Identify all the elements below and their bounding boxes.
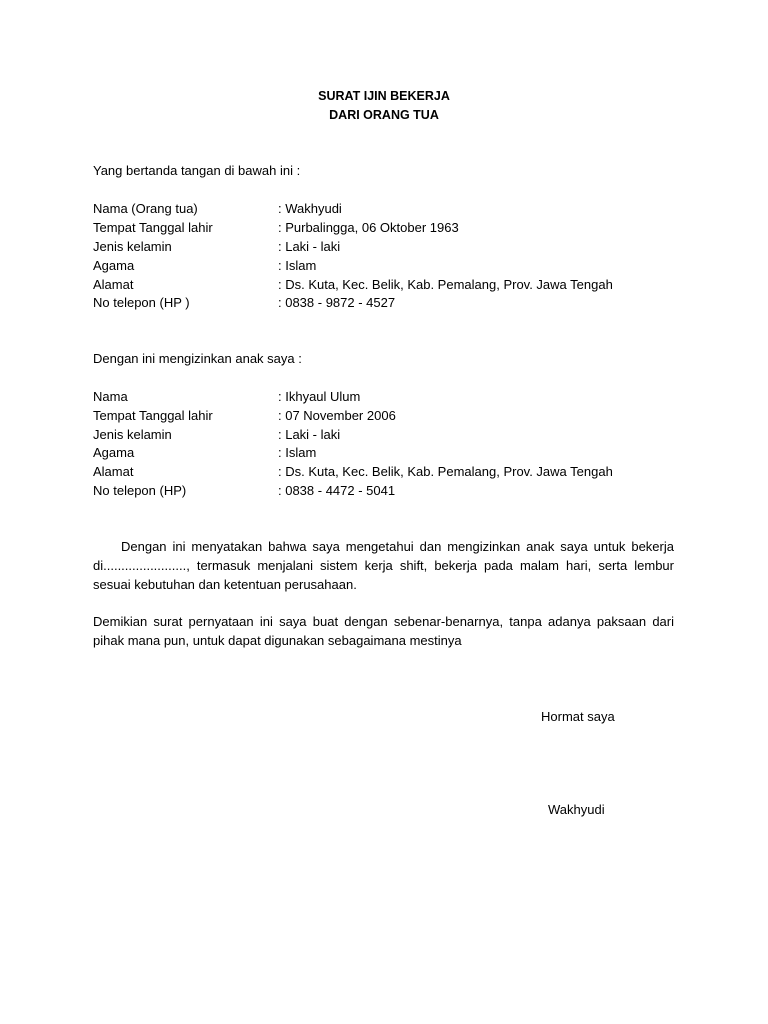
parent-row-phone [93, 293, 683, 312]
document-title-line-2: DARI ORANG TUA [329, 108, 439, 122]
closing-paragraph: Demikian surat pernyataan ini saya buat dengan sebenar-benarnya, tanpa adanya paksaan dari pihak mana pun, untuk dapat digunakan sebagaimana mestinya [93, 614, 674, 648]
field-value: : Purbalingga, 06 Oktober 1963 [278, 220, 459, 235]
field-label: Tempat Tanggal lahir [93, 408, 213, 423]
child-row-name [93, 387, 683, 406]
intro-text: Yang bertanda tangan di bawah ini : [93, 163, 301, 178]
field-label: Agama [93, 258, 135, 273]
parent-row-gender [93, 237, 683, 256]
parent-row-address [93, 275, 683, 294]
parent-row-religion [93, 256, 683, 275]
field-value: : Laki - laki [278, 427, 341, 442]
field-value: : Ds. Kuta, Kec. Belik, Kab. Pemalang, Prov. Jawa Tengah [278, 277, 613, 292]
field-label: Tempat Tanggal lahir [93, 220, 213, 235]
permission-intro-text: Dengan ini mengizinkan anak saya : [93, 351, 302, 366]
field-label: Alamat [93, 277, 134, 292]
field-label: Alamat [93, 464, 134, 479]
field-value: : Islam [278, 258, 317, 273]
field-value: : Ds. Kuta, Kec. Belik, Kab. Pemalang, Prov. Jawa Tengah [278, 464, 613, 479]
statement-paragraph: Dengan ini menyatakan bahwa saya mengetahui dan mengizinkan anak saya untuk bekerja di......................., termasuk menjalani sistem kerja shift, bekerja pada malam hari, serta lembur sesuai kebutuhan dan ketentuan perusahaan. [93, 539, 674, 592]
document-title-line-1: SURAT IJIN BEKERJA [318, 89, 450, 103]
parent-row-name [93, 199, 683, 218]
signature-greeting: Hormat saya [541, 709, 615, 724]
field-value: : Ikhyaul Ulum [278, 389, 361, 404]
field-label: No telepon (HP) [93, 483, 187, 498]
child-row-phone [93, 481, 683, 500]
parent-row-birth [93, 218, 683, 237]
field-label: Nama (Orang tua) [93, 201, 198, 216]
field-label: Jenis kelamin [93, 239, 172, 254]
field-label: Jenis kelamin [93, 427, 172, 442]
signature-name: Wakhyudi [548, 802, 605, 817]
field-value: : Laki - laki [278, 239, 341, 254]
field-label: No telepon (HP ) [93, 295, 190, 310]
child-row-address [93, 462, 683, 481]
field-label: Nama [93, 389, 128, 404]
field-value: : 0838 - 9872 - 4527 [278, 295, 396, 310]
field-value: : Wakhyudi [278, 201, 342, 216]
child-row-gender [93, 425, 683, 444]
field-value: : 0838 - 4472 - 5041 [278, 483, 396, 498]
child-row-birth [93, 406, 683, 425]
field-label: Agama [93, 445, 135, 460]
field-value: : 07 November 2006 [278, 408, 396, 423]
field-value: : Islam [278, 445, 317, 460]
child-row-religion [93, 443, 683, 462]
